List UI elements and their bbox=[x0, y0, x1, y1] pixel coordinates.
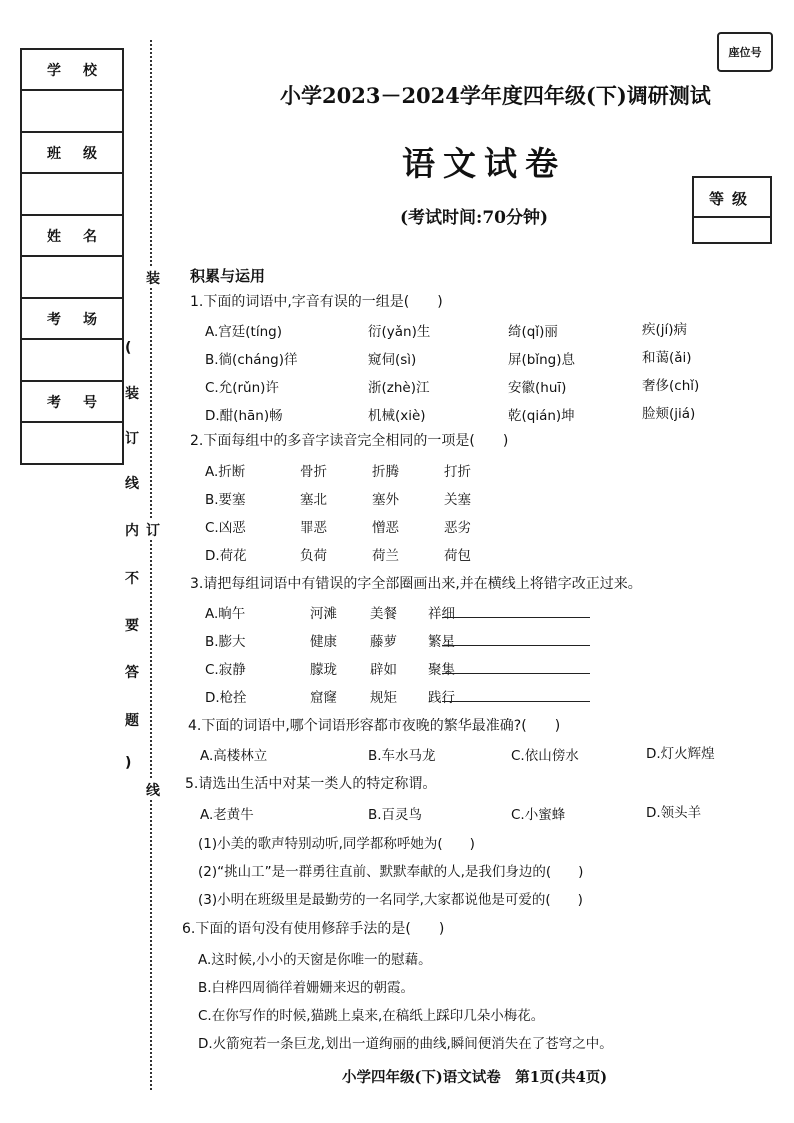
q6-option: D.火箭宛若一条巨龙,划出一道绚丽的曲线,瞬间便消失在了苍穹之中。 bbox=[198, 1036, 613, 1052]
paper-title: 语文试卷 bbox=[402, 144, 566, 183]
binding-char: 内 bbox=[125, 523, 139, 539]
q2-option: 恶劣 bbox=[444, 520, 471, 536]
q5-option: A.老黄牛 bbox=[200, 807, 254, 823]
exam-room-field[interactable] bbox=[22, 340, 122, 382]
section-title: 积累与运用 bbox=[190, 267, 266, 285]
q5-item: (3)小明在班级里是最勤劳的一名同学,大家都说他是可爱的( ) bbox=[198, 892, 583, 908]
q3-option: C.寂静 bbox=[205, 662, 246, 678]
binding-line bbox=[150, 40, 152, 1090]
q2-option: 塞北 bbox=[300, 492, 327, 508]
binding-char: ( bbox=[125, 340, 132, 356]
q1-option: 和蔼(ǎi) bbox=[642, 350, 692, 366]
q2-option: 憎恶 bbox=[372, 520, 399, 536]
q1-option: 乾(qián)坤 bbox=[508, 408, 575, 424]
question-6: 6.下面的语句没有使用修辞手法的是( ) bbox=[182, 921, 445, 937]
q2-option: 罪恶 bbox=[300, 520, 327, 536]
q5-item: (1)小美的歌声特别动听,同学都称呼她为( ) bbox=[198, 836, 475, 852]
class-label: 班级 bbox=[22, 133, 122, 174]
q1-option: 奢侈(chǐ) bbox=[642, 378, 700, 394]
grade-label: 等级 bbox=[708, 190, 755, 208]
question-3: 3.请把每组词语中有错误的字全部圈画出来,并在横线上将错字改正过来。 bbox=[190, 576, 642, 592]
q2-option: 荷包 bbox=[444, 548, 471, 564]
q3-option: A.晌午 bbox=[205, 606, 246, 622]
binding-char: 线 bbox=[146, 780, 160, 800]
name-label: 姓名 bbox=[22, 216, 122, 257]
student-info-table bbox=[20, 48, 124, 465]
binding-char: 线 bbox=[125, 476, 139, 492]
q3-option: 规矩 bbox=[370, 690, 397, 706]
q1-option: 脸颊(jiá) bbox=[642, 406, 696, 422]
exam-number-label: 考号 bbox=[22, 382, 122, 423]
q1-option: D.酣(hān)畅 bbox=[205, 408, 283, 424]
q2-option: C.凶恶 bbox=[205, 520, 246, 536]
q2-option: 折腾 bbox=[372, 464, 399, 480]
q2-option: 骨折 bbox=[300, 464, 327, 480]
q3-option: 健康 bbox=[310, 634, 337, 650]
q2-option: 关塞 bbox=[444, 492, 471, 508]
q3-answer-line[interactable] bbox=[442, 687, 590, 702]
q1-option: A.宫廷(tíng) bbox=[205, 324, 282, 340]
binding-char: 题 bbox=[125, 713, 139, 729]
q6-option: C.在你写作的时候,猫跳上桌来,在稿纸上踩印几朵小梅花。 bbox=[198, 1008, 545, 1024]
q2-option: D.荷花 bbox=[205, 548, 247, 564]
q5-option: C.小蜜蜂 bbox=[511, 807, 566, 823]
q1-option: C.允(rǔn)许 bbox=[205, 380, 279, 396]
q2-option: B.要塞 bbox=[205, 492, 246, 508]
q2-option: 打折 bbox=[444, 464, 471, 480]
q1-option: 疾(jí)病 bbox=[642, 322, 688, 338]
binding-char: 订 bbox=[146, 520, 160, 540]
question-5: 5.请选出生活中对某一类人的特定称谓。 bbox=[185, 776, 437, 792]
binding-char: 装 bbox=[146, 268, 160, 288]
question-4: 4.下面的词语中,哪个词语形容都市夜晚的繁华最准确?( ) bbox=[188, 718, 561, 734]
grade-divider bbox=[694, 216, 770, 218]
q4-option: D.灯火辉煌 bbox=[646, 746, 715, 762]
q3-option: 践行 bbox=[428, 690, 455, 706]
binding-char: 订 bbox=[125, 431, 139, 447]
seat-number-box: 座位号 bbox=[717, 32, 773, 72]
binding-char: 不 bbox=[125, 571, 139, 587]
q3-option: 繁星 bbox=[428, 634, 455, 650]
q6-option: B.白桦四周徜徉着姗姗来迟的朝霞。 bbox=[198, 980, 415, 996]
q3-answer-line[interactable] bbox=[442, 603, 590, 618]
exam-number-field[interactable] bbox=[22, 423, 122, 465]
binding-char: 答 bbox=[125, 665, 139, 681]
q4-option: A.高楼林立 bbox=[200, 748, 268, 764]
exam-time: (考试时间:70分钟) bbox=[400, 208, 549, 228]
q3-option: 朦珑 bbox=[310, 662, 337, 678]
q3-option: 窟窿 bbox=[310, 690, 337, 706]
q5-option: B.百灵鸟 bbox=[368, 807, 423, 823]
q3-option: 祥细 bbox=[428, 606, 455, 622]
q3-option: 辟如 bbox=[370, 662, 397, 678]
exam-title: 小学2023－2024学年度四年级(下)调研测试 bbox=[280, 83, 711, 108]
school-field[interactable] bbox=[22, 91, 122, 133]
q3-option: B.膨大 bbox=[205, 634, 246, 650]
question-2: 2.下面每组中的多音字读音完全相同的一项是( ) bbox=[190, 433, 509, 449]
q4-option: C.依山傍水 bbox=[511, 748, 579, 764]
q3-option: 聚集 bbox=[428, 662, 455, 678]
exam-room-label: 考场 bbox=[22, 299, 122, 340]
binding-char: 装 bbox=[125, 386, 139, 402]
q2-option: A.折断 bbox=[205, 464, 246, 480]
class-field[interactable] bbox=[22, 174, 122, 216]
q1-option: 衍(yǎn)生 bbox=[368, 324, 431, 340]
q3-answer-line[interactable] bbox=[442, 631, 590, 646]
q5-item: (2)“挑山工”是一群勇往直前、默默奉献的人,是我们身边的( ) bbox=[198, 864, 584, 880]
binding-char: 要 bbox=[125, 618, 139, 634]
q2-option: 塞外 bbox=[372, 492, 399, 508]
q6-option: A.这时候,小小的天窗是你唯一的慰藉。 bbox=[198, 952, 432, 968]
q1-option: 机械(xiè) bbox=[368, 408, 426, 424]
q3-answer-line[interactable] bbox=[442, 659, 590, 674]
q3-option: 河滩 bbox=[310, 606, 337, 622]
q1-option: 屏(bǐng)息 bbox=[508, 352, 575, 368]
q3-option: D.枪拴 bbox=[205, 690, 247, 706]
q3-option: 藤萝 bbox=[370, 634, 397, 650]
question-1: 1.下面的词语中,字音有误的一组是( ) bbox=[190, 294, 443, 310]
q2-option: 负荷 bbox=[300, 548, 327, 564]
page-footer: 小学四年级(下)语文试卷 第1页(共4页) bbox=[342, 1069, 608, 1086]
q1-option: 浙(zhè)江 bbox=[368, 380, 430, 396]
q2-option: 荷兰 bbox=[372, 548, 399, 564]
q1-option: 安徽(huī) bbox=[508, 380, 567, 396]
q5-option: D.领头羊 bbox=[646, 805, 702, 821]
school-label: 学校 bbox=[22, 50, 122, 91]
name-field[interactable] bbox=[22, 257, 122, 299]
q4-option: B.车水马龙 bbox=[368, 748, 436, 764]
q1-option: 窥伺(sì) bbox=[368, 352, 417, 368]
q3-option: 美餐 bbox=[370, 606, 397, 622]
q1-option: B.徜(cháng)徉 bbox=[205, 352, 298, 368]
binding-char: ) bbox=[125, 755, 132, 771]
grade-box bbox=[692, 176, 772, 244]
q1-option: 绮(qǐ)丽 bbox=[508, 324, 558, 340]
